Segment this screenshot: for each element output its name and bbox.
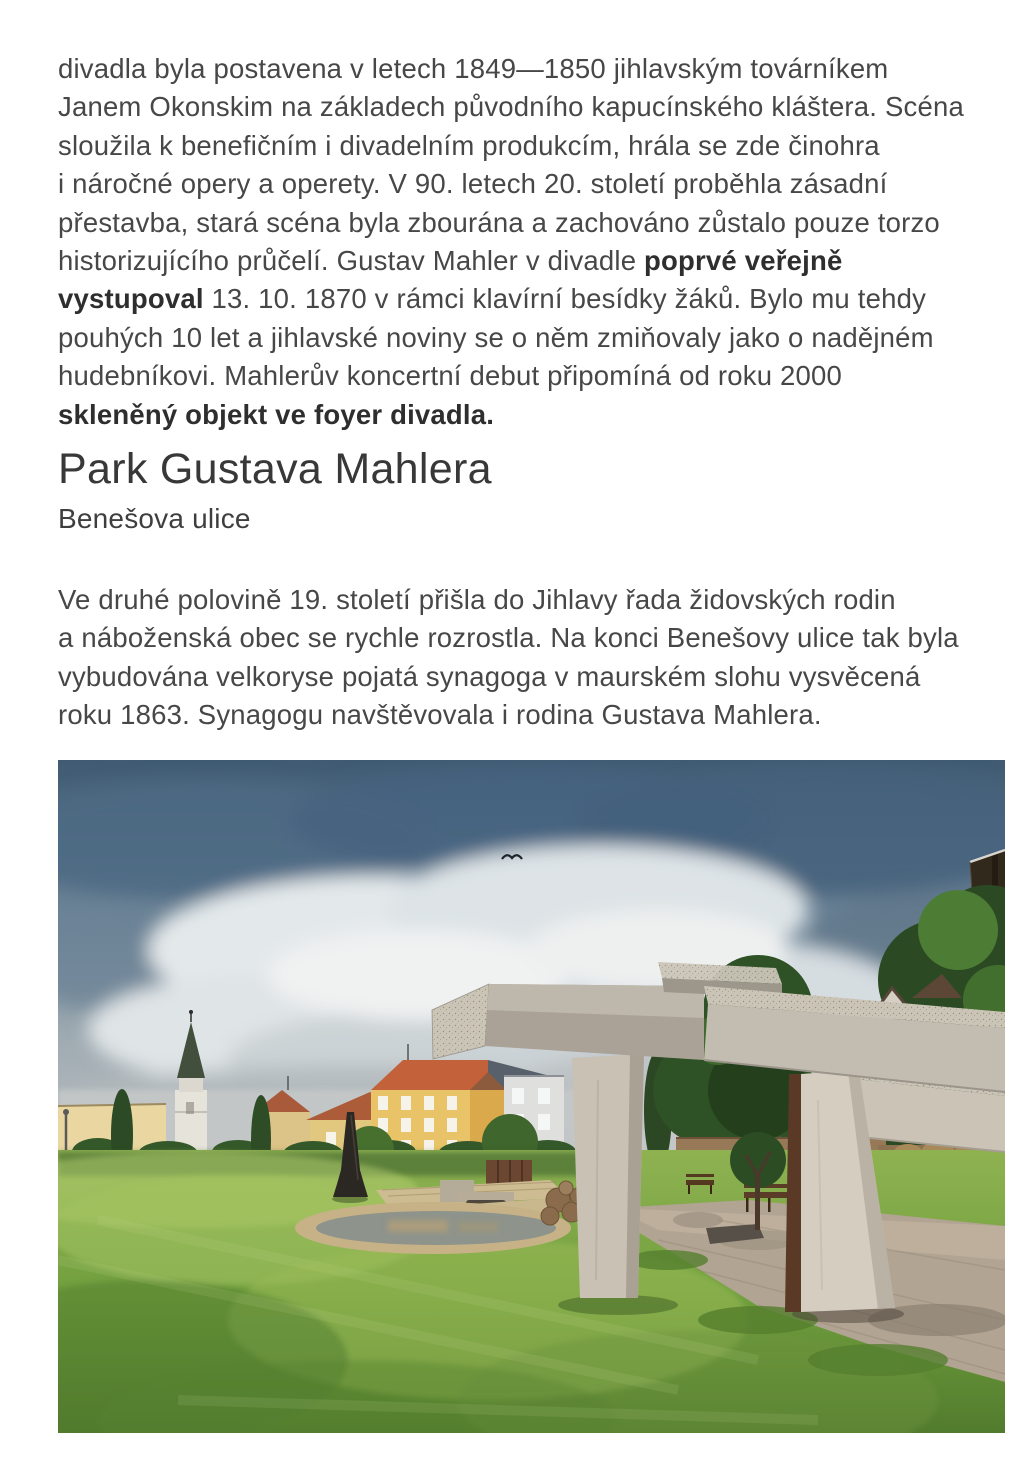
text-segment: sloužila k benefičním i divadelním produkcím, hrála se zde činohra [58, 129, 880, 161]
text-segment-bold: skleněný objekt ve foyer divadla. [58, 398, 495, 430]
text-segment-bold: poprvé veřejně [644, 245, 843, 277]
paragraph-line [58, 696, 1010, 734]
paragraph-line [58, 581, 1010, 619]
paragraph-line [58, 88, 1010, 126]
paragraph-theatre [58, 50, 1010, 434]
paragraph-line [58, 357, 1010, 395]
paragraph-line [58, 658, 1010, 696]
text-segment: i náročné opery a operety. V 90. letech 20. století proběhla zásadní [58, 168, 888, 200]
paragraph-line [58, 319, 1010, 357]
paragraph-line [58, 50, 1010, 88]
park-photo-illustration [58, 760, 1005, 1433]
text-segment: přestavba, stará scéna byla zbourána a zachováno zůstalo pouze torzo [58, 206, 940, 238]
park-photo [58, 760, 1005, 1433]
paragraph-line [58, 242, 1010, 280]
text-segment: historizujícího průčelí. Gustav Mahler v divadle [58, 245, 645, 277]
paragraph-line [58, 619, 1010, 657]
section-heading: Park Gustava Mahlera [58, 445, 492, 493]
paragraph-line [58, 280, 1010, 318]
text-segment: Ve druhé polovině 19. století přišla do Jihlavy řada židovských rodin [58, 584, 896, 615]
text-segment: a náboženská obec se rychle rozrostla. Na konci Benešovy ulice tak byla [58, 622, 959, 654]
text-segment: Janem Okonskim na základech původního kapucínského kláštera. Scéna [58, 91, 964, 123]
section-subheading: Benešova ulice [58, 503, 251, 534]
paragraph-line [58, 396, 1010, 434]
paragraph-line [58, 165, 1010, 203]
paragraph-park [58, 581, 1010, 735]
text-segment: hudebníkovi. Mahlerův koncertní debut připomíná od roku 2000 [58, 360, 843, 392]
paragraph-line [58, 127, 1010, 165]
text-segment: divadla byla postavena v letech 1849—1850 jihlavským továrníkem [58, 53, 889, 84]
text-segment-bold: vystupoval [58, 283, 204, 315]
text-segment: 13. 10. 1870 v rámci klavírní besídky žáků. Bylo mu tehdy [203, 283, 927, 315]
text-segment: vybudována velkoryse pojatá synagoga v maurském slohu vysvěcená [58, 660, 921, 692]
text-segment: roku 1863. Synagogu navštěvovala i rodina Gustava Mahlera. [58, 699, 822, 731]
paragraph-line [58, 204, 1010, 242]
text-segment: pouhých 10 let a jihlavské noviny se o něm zmiňovaly jako o nadějném [58, 321, 934, 353]
